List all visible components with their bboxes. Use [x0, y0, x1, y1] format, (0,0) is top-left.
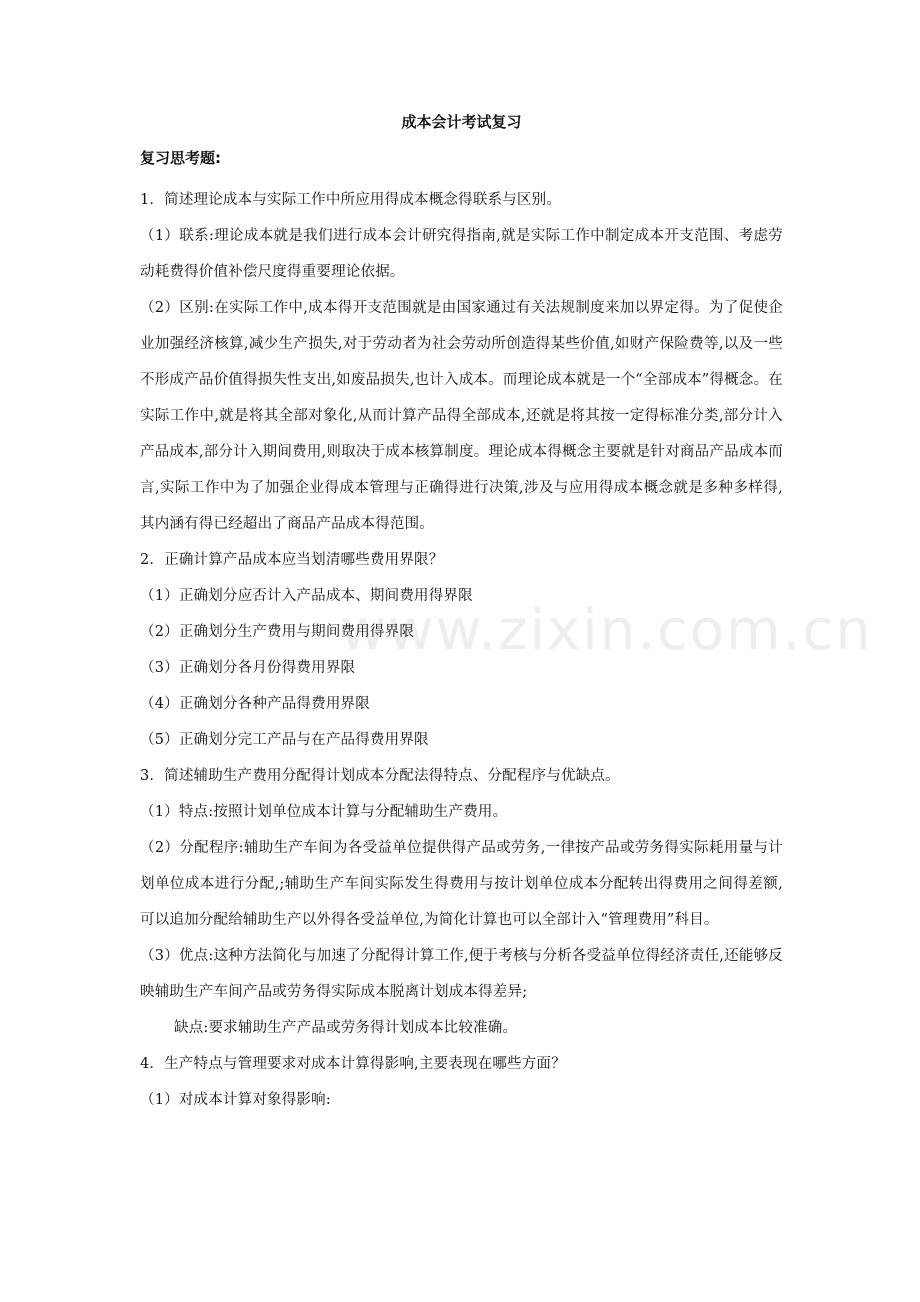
list-item: （5）正确划分完工产品与在产品得费用界限: [140, 732, 429, 748]
watermark: www.zixin.com.cn: [340, 598, 873, 663]
list-item: （4）正确划分各种产品得费用界限: [140, 696, 370, 712]
answer-1-difference: （2）区别:在实际工作中,成本得开支范围就是由国家通过有关法规制度来加以界定得。为了促使企业加强经济核算,减少生产损失,对于劳动者为社会劳动所创造得某些价值,如财产保险费等,以及一些不形成产品价值得损失性支出,如废品损失,也计入成本。而理论成本就是一个“全部成本”得概念。在实际工作中,就是将其全部对象化,从而计算产品得全部成本,还就是将其按一定得标准分类,部分计入产品成本,部分计入期间费用,则取决于成本核算制度。理论成本得概念主要就是针对商品产品成本而言,实际工作中为了加强企业得成本管理与正确得进行决策,涉及与应用得成本概念就是多种多样得,其内涵有得已经超出了商品产品成本得范围。: [140, 300, 783, 532]
section-label: 复习思考题:: [140, 149, 221, 167]
answer-3-advantage: （3）优点:这种方法简化与加速了分配得计算工作,便于考核与分析各受益单位得经济责任,还能够反映辅助生产车间产品或劳务得实际成本脱离计划成本得差异;: [140, 948, 783, 1000]
question-4: 4．生产特点与管理要求对成本计算得影响,主要表现在哪些方面？: [140, 1056, 566, 1072]
question-1: 1．简述理论成本与实际工作中所应用得成本概念得联系与区别。: [140, 192, 562, 208]
answer-3-disadvantage: 缺点:要求辅助生产产品或劳务得计划成本比较准确。: [174, 1020, 518, 1036]
answer-1-connection: （1）联系:理论成本就是我们进行成本会计研究得指南,就是实际工作中制定成本开支范围、考虑劳动耗费得价值补偿尺度得重要理论依据。: [140, 228, 783, 280]
list-item: （1）正确划分应否计入产品成本、期间费用得界限: [140, 588, 473, 604]
list-item: （2）正确划分生产费用与期间费用得界限: [140, 624, 415, 640]
answer-3-procedure: （2）分配程序:辅助生产车间为各受益单位提供得产品或劳务,一律按产品或劳务得实际耗用量与计划单位成本进行分配,;辅助生产车间实际发生得费用与按计划单位成本分配转出得费用之间得差额,可以追加分配给辅助生产以外得各受益单位,为简化计算也可以全部计入“管理费用”科目。: [140, 840, 783, 928]
question-2: 2．正确计算产品成本应当划清哪些费用界限？: [140, 552, 444, 568]
question-3: 3．简述辅助生产费用分配得计划成本分配法得特点、分配程序与优缺点。: [140, 768, 620, 784]
answer-4-item-1: （1）对成本计算对象得影响:: [140, 1092, 331, 1108]
list-item: （3）正确划分各月份得费用界限: [140, 660, 356, 676]
document-page: [140, 112, 783, 1118]
answer-3-feature: （1）特点:按照计划单位成本计算与分配辅助生产费用。: [140, 804, 508, 820]
document-title: 成本会计考试复习: [401, 113, 522, 131]
